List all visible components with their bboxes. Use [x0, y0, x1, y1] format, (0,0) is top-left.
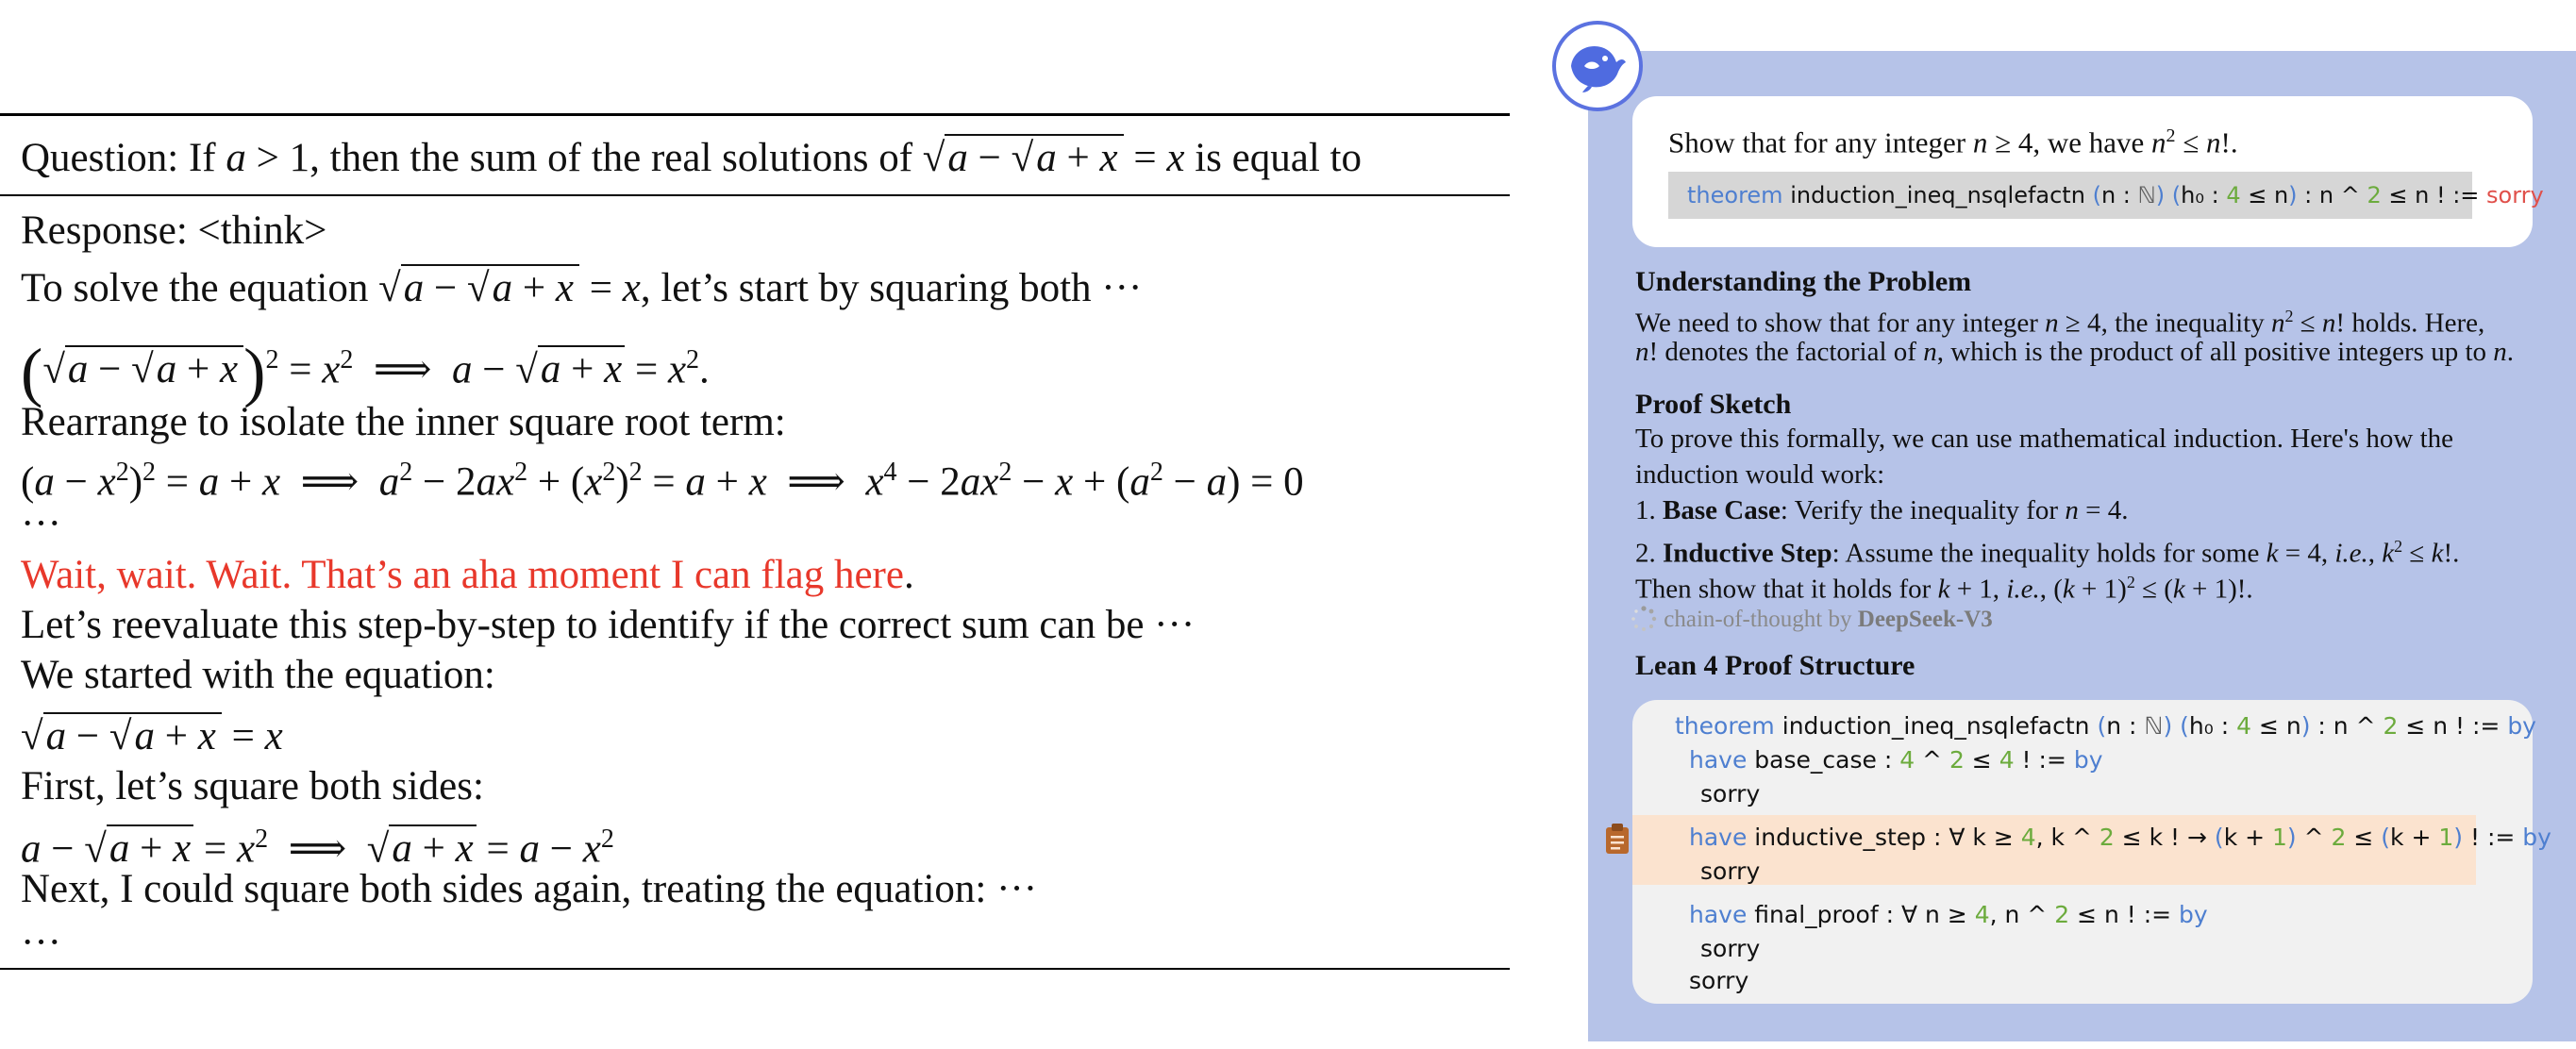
- theorem-statement-code: theorem induction_ineq_nsqlefactn (n : ℕ) (h₀ : 4 ≤ n) : n ^ 2 ≤ n ! := sorry: [1668, 172, 2472, 219]
- statement-card: [1632, 96, 2544, 247]
- squared-equation: $(√a - √a + x)^2 = x^2$ ⟹ $a - √a + x = x^2$.: [21, 336, 710, 409]
- next-square-line: Next, I could square both sides again, treating the equation: ···: [21, 867, 1038, 911]
- proof-sorry-4: sorry: [1689, 967, 1749, 994]
- understanding-title: Understanding the Problem: [1635, 266, 1972, 297]
- proof-sorry-2: sorry: [1700, 858, 1761, 885]
- proof-final-line: have final_proof : ∀ n ≥ 4, n ^ 2 ≤ n ! := by: [1689, 901, 2208, 928]
- lean-proof-card: [1632, 700, 2551, 1004]
- lean-title: Lean 4 Proof Structure: [1635, 650, 1915, 681]
- ellipsis-1: ···: [21, 502, 61, 546]
- clipboard-icon[interactable]: [1604, 823, 1631, 855]
- solve-line: To solve the equation √a − √a + x = x, let’s start by squaring both ···: [21, 266, 1143, 310]
- rearrange-line: Rearrange to isolate the inner square root term:: [21, 400, 786, 444]
- proof-theorem-line: theorem induction_ineq_nsqlefactn (n : ℕ) (h₀ : 4 ≤ n) : n ^ 2 ≤ n ! := by: [1675, 712, 2536, 740]
- started-line: We started with the equation:: [21, 653, 495, 697]
- statement-text: Show that for any integer n ≥ 4, we have $n^2 \le n$!.: [1668, 125, 2238, 159]
- proof-sorry-3: sorry: [1700, 935, 1761, 962]
- reevaluate-line: Let’s reevaluate this step-by-step to identify if the correct sum can be ···: [21, 603, 1196, 647]
- proof-base-case-line: have base_case : 4 ^ 2 ≤ 4 ! := by: [1689, 746, 2103, 774]
- sketch-inductive-step: 2. Inductive Step: Assume the inequality holds for some k = 4, i.e., $k^2 \le k$!.: [1635, 537, 2460, 569]
- understanding-line-1: We need to show that for any integer n ≥ 4, the inequality $n^2 \le n$! holds. Here,: [1635, 307, 2485, 339]
- sketch-title: Proof Sketch: [1635, 389, 1792, 420]
- loading-spinner-icon: [1630, 605, 1658, 633]
- sketch-line-2: induction would work:: [1635, 459, 1885, 490]
- sketch-line-1: To prove this formally, we can use mathematical induction. Here's how the: [1635, 424, 2454, 454]
- response-label: Response: <think>: [21, 208, 327, 253]
- aha-line: Wait, wait. Wait. That’s an aha moment I can flag here.: [21, 553, 914, 597]
- quartic-equation: $(a - x^2)^2 = a + x$ ⟹ $a^2 - 2ax^2 + (x^2)^2 = a + x$ ⟹ $x^4 - 2ax^2 - x + (a^2 - a) = 0$: [21, 458, 1304, 505]
- top-rule: [0, 113, 1510, 116]
- proof-inductive-step-line: have inductive_step : ∀ k ≥ 4, k ^ 2 ≤ k ! → (k + 1) ^ 2 ≤ (k + 1) ! := by: [1689, 824, 2551, 851]
- first-square-line: First, let’s square both sides:: [21, 764, 484, 808]
- sketch-base-case: 1. Base Case: Verify the inequality for n = 4.: [1635, 495, 2129, 525]
- deepseek-whale-logo-icon: [1552, 21, 1643, 111]
- sketch-line-5: Then show that it holds for k + 1, i.e., $(k + 1)^2 \le (k + 1)$!.: [1635, 573, 2253, 605]
- original-equation: √a − √a + x = x: [21, 714, 283, 758]
- understanding-line-2: n! denotes the factorial of n, which is the product of all positive integers up to n.: [1635, 337, 2515, 367]
- prover-panel: [1588, 51, 2576, 1041]
- cot-attribution: chain-of-thought by DeepSeek-V3: [1630, 603, 1993, 637]
- question-rule: [0, 194, 1510, 196]
- bottom-rule: [0, 968, 1510, 970]
- isolated-equation: $a - √a + x = x^2$ ⟹ $√a + x = a - x^2$: [21, 824, 614, 872]
- ellipsis-2: ···: [21, 921, 61, 965]
- question-line: Question: If a > 1, then the sum of the real solutions of √a − √a + x = x is equal to: [21, 136, 1362, 180]
- proof-sorry-1: sorry: [1700, 780, 1761, 808]
